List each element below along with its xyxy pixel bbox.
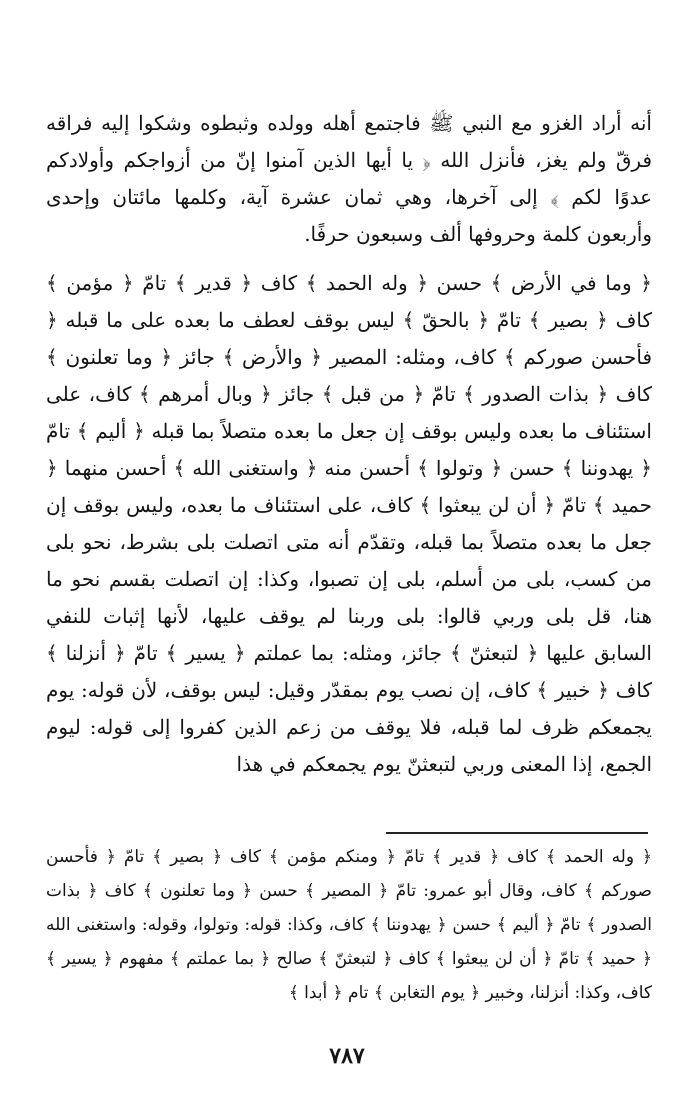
main-text	[46, 105, 652, 783]
footnotes	[46, 840, 652, 1010]
page-number: ٧٨٧	[329, 1043, 365, 1069]
footnote-text: ﴿ وله الحمد ﴾ كاف ﴿ قدير ﴾ تامّ ﴿ ومنكم مؤمن ﴾ كاف ﴿ بصير ﴾ تامّ ﴿ فأحسن صوركم ﴾ كاف، وقال أبو عمرو: تامّ ﴿ المصير ﴾ حسن ﴿ وما تعلنون ﴾ كاف ﴿ بذات الصدور ﴾ تامّ ﴿ أليم ﴾ حسن ﴿ يهدوننا ﴾ كاف، وكذا: قوله: وتولوا، وقوله: واستغنى الله ﴿ حميد ﴾ تامّ ﴿ أن لن يبعثوا ﴾ كاف ﴿ لتبعثنّ ﴾ صالح ﴿ بما عملتم ﴾ مفهوم ﴿ يسير ﴾ كاف، وكذا: أنزلنا، وخبير ﴿ يوم التغابن ﴾ تام ﴿ أبدا ﴾	[46, 847, 652, 1003]
paragraph-2: ﴿ وما في الأرض ﴾ حسن ﴿ وله الحمد ﴾ كاف ﴿ قدير ﴾ تامّ ﴿ مؤمن ﴾ كاف ﴿ بصير ﴾ تامّ ﴿ بالحقّ ﴾ ليس بوقف لعطف ما بعده على ما قبله ﴿ فأحسن صوركم ﴾ كاف، ومثله: المصير ﴿ والأرض ﴾ جائز ﴿ وما تعلنون ﴾ كاف ﴿ بذات الصدور ﴾ تامّ ﴿ من قبل ﴾ جائز ﴿ وبال أمرهم ﴾ كاف، على استئناف ما بعده وليس بوقف إن جعل ما بعده متصلاً بما قبله ﴿ أليم ﴾ تامّ ﴿ يهدوننا ﴾ حسن ﴿ وتولوا ﴾ أحسن منه ﴿ واستغنى الله ﴾ أحسن منهما ﴿ حميد ﴾ تامّ ﴿ أن لن يبعثوا ﴾ كاف، على استئناف ما بعده، وليس بوقف إن جعل ما بعده متصلاً بما قبله، وتقدّم أنه متى اتصلت بلى بشرط، نحو بلى من كسب، بلى من أسلم، بلى إن تصبوا، وكذا: إن اتصلت بقسم نحو ما هنا، قل بلى وربي قالوا: بلى وربنا لم يوقف عليها، لأنها إثبات للنفي السابق عليها ﴿ لتبعثنّ ﴾ جائز، ومثله: بما عملتم ﴿ يسير ﴾ تامّ ﴿ أنزلنا ﴾ كاف ﴿ خبير ﴾ كاف، إن نصب يوم بمقدّر وقيل: ليس بوقف، لأن قوله: يوم يجمعكم ظرف لما قبله، فلا يوقف من زعم الذين كفروا إلى قوله: ليوم الجمع، إذا المعنى وربي لتبعثنّ يوم يجمعكم في هذا	[46, 271, 652, 776]
footnote-separator	[386, 832, 648, 834]
paragraph-1: أنه أراد الغزو مع النبي ﷺ فاجتمع أهله وولده وثبطوه وشكوا إليه فراقه فرقّ ولم يغز، فأنزل الله ﴿ يا أيها الذين آمنوا إنّ من أزواجكم وأولادكم عدوًا لكم ﴾ إلى آخرها، وهي ثمان عشرة آية، وكلمها مائتان وإحدى وأربعون كلمة وحروفها ألف وسبعون حرفًا.	[46, 111, 652, 246]
